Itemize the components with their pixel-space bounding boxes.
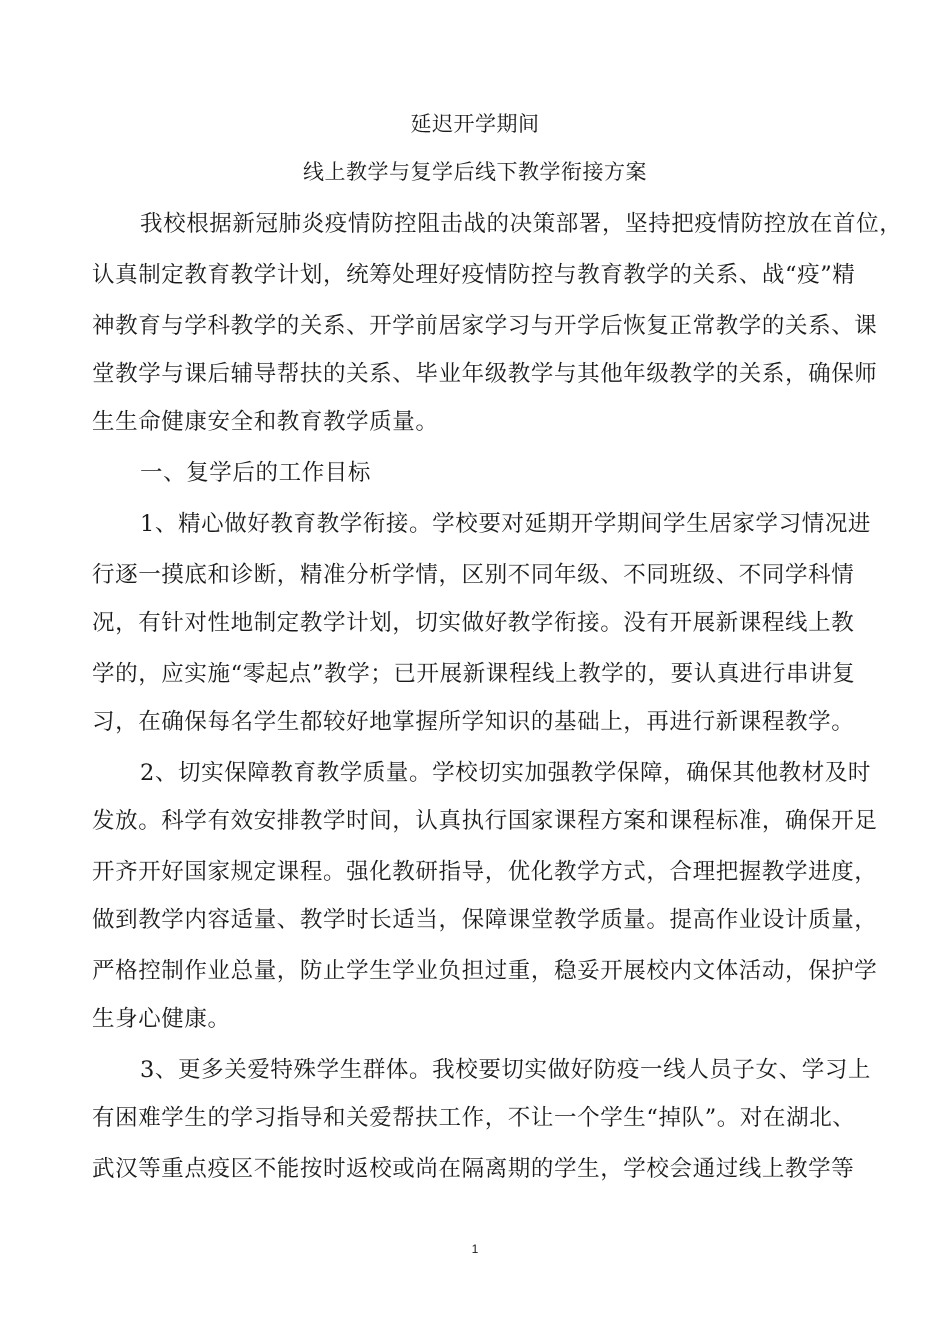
paragraph-line: 生生命健康安全和教育教学质量。	[92, 409, 439, 435]
document-title-line-2: 线上教学与复学后线下教学衔接方案	[303, 160, 647, 184]
paragraph-line: 习，在确保每名学生都较好地掌握所学知识的基础上，再进行新课程教学。	[92, 709, 855, 735]
paragraph-line: 我校根据新冠肺炎疫情防控阻击战的决策部署，坚持把疫情防控放在首位，	[140, 211, 903, 237]
paragraph-line: 3、更多关爱特殊学生群体。我校要切实做好防疫一线人员子女、学习上	[140, 1057, 872, 1083]
page-number: 1	[471, 1242, 479, 1256]
section-heading: 一、复学后的工作目标	[140, 460, 372, 486]
paragraph-line: 行逐一摸底和诊断，精准分析学情，区别不同年级、不同班级、不同学科情	[92, 562, 855, 588]
paragraph-line: 武汉等重点疫区不能按时返校或尚在隔离期的学生，学校会通过线上教学等	[92, 1156, 855, 1182]
paragraph-line: 神教育与学科教学的关系、开学前居家学习与开学后恢复正常教学的关系、课	[92, 313, 878, 339]
paragraph-line: 做到教学内容适量、教学时长适当，保障课堂教学质量。提高作业设计质量，	[92, 907, 878, 933]
paragraph-line: 2、切实保障教育教学质量。学校切实加强教学保障，确保其他教材及时	[140, 760, 872, 786]
paragraph-line: 开齐开好国家规定课程。强化教研指导，优化教学方式，合理把握教学进度，	[92, 859, 878, 885]
paragraph-line: 况，有针对性地制定教学计划，切实做好教学衔接。没有开展新课程线上教	[92, 610, 855, 636]
paragraph-line: 堂教学与课后辅导帮扶的关系、毕业年级教学与其他年级教学的关系，确保师	[92, 361, 878, 387]
document-title-line-1: 延迟开学期间	[410, 112, 540, 136]
paragraph-line: 有困难学生的学习指导和关爱帮扶工作，不让一个学生“掉队”。对在湖北、	[92, 1105, 856, 1131]
paragraph-line: 学的，应实施“零起点”教学；已开展新课程线上教学的，要认真进行串讲复	[92, 661, 856, 687]
paragraph-line: 发放。科学有效安排教学时间，认真执行国家课程方案和课程标准，确保开足	[92, 808, 878, 834]
paragraph-line: 1、精心做好教育教学衔接。学校要对延期开学期间学生居家学习情况进	[140, 511, 872, 537]
paragraph-line: 认真制定教育教学计划，统筹处理好疫情防控与教育教学的关系、战“疫”精	[92, 262, 856, 288]
paragraph-line: 生身心健康。	[92, 1006, 231, 1032]
paragraph-line: 严格控制作业总量，防止学生学业负担过重，稳妥开展校内文体活动，保护学	[92, 958, 878, 984]
